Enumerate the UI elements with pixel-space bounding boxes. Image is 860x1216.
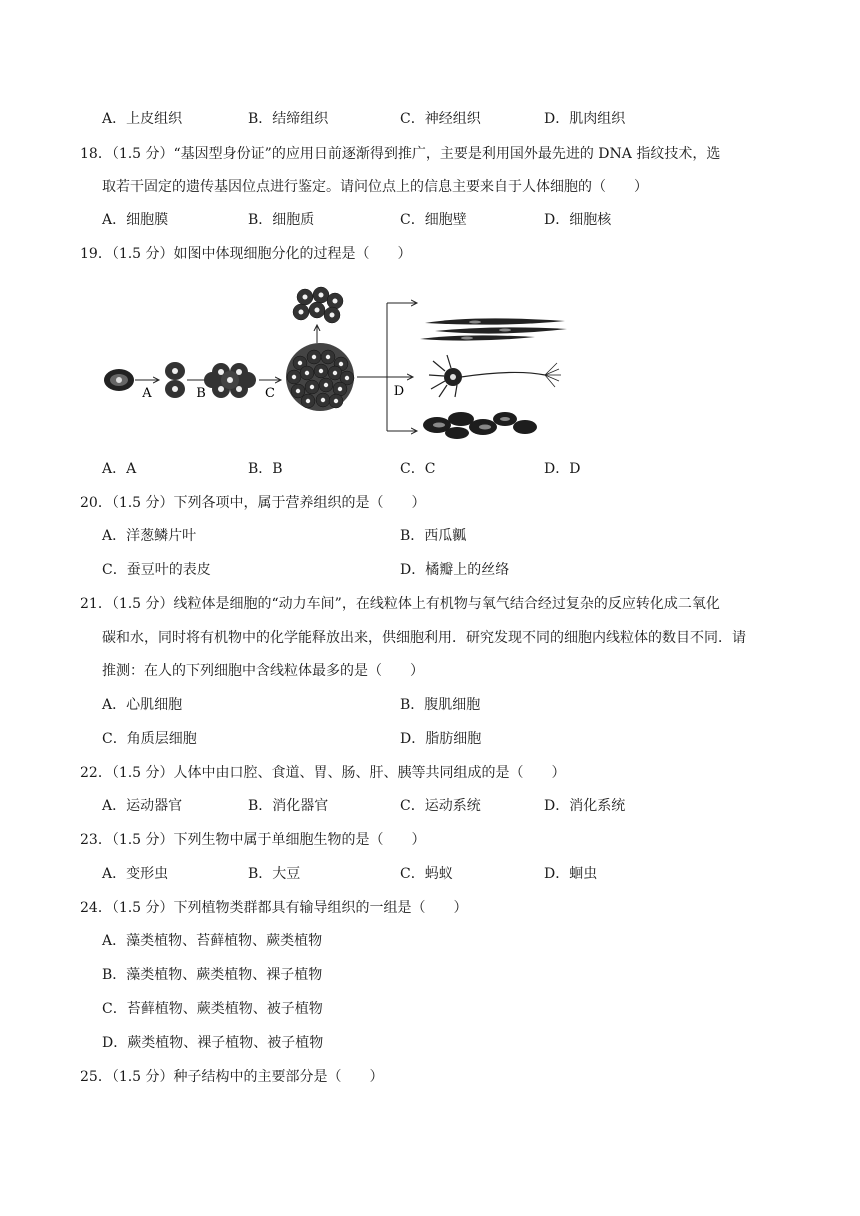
q22-option-d[interactable]: D．消化系统 [544, 798, 626, 814]
q19-option-a[interactable]: A．A [102, 461, 137, 477]
q23-option-b[interactable]: B．大豆 [248, 866, 301, 882]
figure-label-c: C [265, 386, 275, 401]
cell-differentiation-figure [95, 285, 585, 445]
q23-option-a[interactable]: A．变形虫 [102, 866, 169, 882]
q24-option-c[interactable]: C．苔藓植物、蕨类植物、被子植物 [102, 1001, 323, 1017]
q18-option-b[interactable]: B．细胞质 [248, 212, 315, 228]
q23-stem: 23．（1.5 分）下列生物中属于单细胞生物的是（ ） [80, 832, 426, 848]
single-cell [104, 369, 134, 391]
q22-stem: 22．（1.5 分）人体中由口腔、食道、胃、肠、肝、胰等共同组成的是（ ） [80, 765, 566, 781]
q18-stem-line1: 18．（1.5 分）“基因型身份证”的应用日前逐渐得到推广，主要是利用国外最先进的 DNA 指纹技术，选 [80, 146, 721, 162]
q19-option-c[interactable]: C．C [400, 461, 436, 477]
q21-stem-line1: 21．（1.5 分）线粒体是细胞的“动力车间”，在线粒体上有机物与氧气结合经过复杂的反应转化成二氧化 [80, 596, 720, 612]
two-cells [165, 362, 185, 398]
q23-option-c[interactable]: C．蚂蚁 [400, 866, 453, 882]
figure-label-a: A [142, 386, 152, 401]
q20-option-a[interactable]: A．洋葱鳞片叶 [102, 528, 197, 544]
q22-option-a[interactable]: A．运动器官 [102, 798, 183, 814]
q17-option-d[interactable]: D．肌肉组织 [544, 111, 626, 127]
q18-stem-line2: 取若干固定的遗传基因位点进行鉴定。请问位点上的信息主要来自于人体细胞的（ ） [102, 179, 648, 195]
blood-cells [423, 412, 537, 439]
q17-option-c[interactable]: C．神经组织 [400, 111, 481, 127]
q24-option-a[interactable]: A．藻类植物、苔藓植物、蕨类植物 [102, 933, 323, 949]
q20-option-b[interactable]: B．西瓜瓤 [400, 528, 467, 544]
q20-option-d[interactable]: D．橘瓣上的丝络 [400, 562, 510, 578]
q19-option-d[interactable]: D．D [544, 461, 581, 477]
q23-option-d[interactable]: D．蛔虫 [544, 866, 598, 882]
four-cells [204, 363, 256, 398]
q19-option-b[interactable]: B．B [248, 461, 283, 477]
q24-option-d[interactable]: D．蕨类植物、裸子植物、被子植物 [102, 1035, 324, 1051]
q18-option-d[interactable]: D．细胞核 [544, 212, 612, 228]
q17-option-b[interactable]: B．结缔组织 [248, 111, 329, 127]
q21-option-a[interactable]: A．心肌细胞 [102, 697, 183, 713]
q21-stem-line2: 碳和水，同时将有机物中的化学能释放出来，供细胞利用．研究发现不同的细胞内线粒体的数目不同．请 [102, 630, 746, 646]
top-cell-cluster [293, 287, 343, 323]
q21-stem-line3: 推测：在人的下列细胞中含线粒体最多的是（ ） [102, 663, 424, 679]
q18-option-c[interactable]: C．细胞壁 [400, 212, 467, 228]
q25-stem: 25．（1.5 分）种子结构中的主要部分是（ ） [80, 1069, 384, 1085]
q24-stem: 24．（1.5 分）下列植物类群都具有输导组织的一组是（ ） [80, 900, 468, 916]
q18-option-a[interactable]: A．细胞膜 [102, 212, 169, 228]
q20-stem: 20．（1.5 分）下列各项中，属于营养组织的是（ ） [80, 495, 426, 511]
q17-option-a[interactable]: A．上皮组织 [102, 111, 183, 127]
neuron-cell [429, 355, 561, 397]
q21-option-d[interactable]: D．脂肪细胞 [400, 731, 482, 747]
q21-option-c[interactable]: C．角质层细胞 [102, 731, 197, 747]
q22-option-c[interactable]: C．运动系统 [400, 798, 481, 814]
q24-option-b[interactable]: B．藻类植物、蕨类植物、裸子植物 [102, 967, 323, 983]
muscle-cells [420, 318, 567, 340]
figure-label-b: B [196, 386, 206, 401]
q20-option-c[interactable]: C．蚕豆叶的表皮 [102, 562, 211, 578]
cell-mass [286, 343, 354, 411]
q21-option-b[interactable]: B．腹肌细胞 [400, 697, 481, 713]
figure-label-d: D [393, 384, 405, 399]
q22-option-b[interactable]: B．消化器官 [248, 798, 329, 814]
q19-stem: 19．（1.5 分）如图中体现细胞分化的过程是（ ） [80, 246, 412, 262]
